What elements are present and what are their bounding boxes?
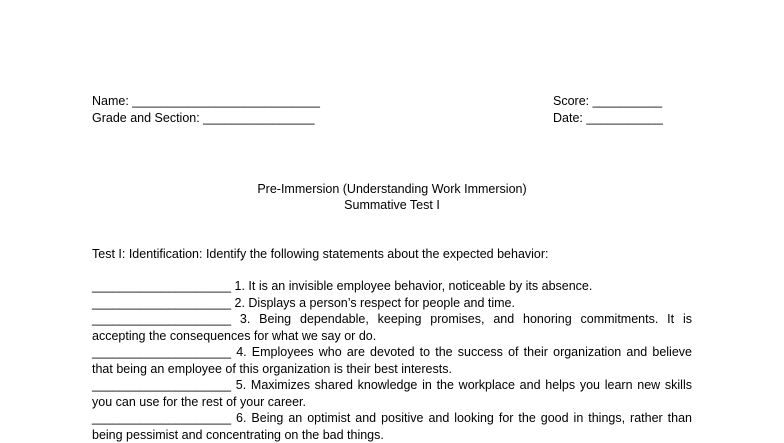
test-instructions: Test I: Identification: Identify the following statements about the expected behavior: xyxy=(92,247,549,261)
question-list xyxy=(92,278,692,443)
date-field: Date: ___________ xyxy=(553,111,663,125)
grade-section-field: Grade and Section: ________________ xyxy=(92,111,315,125)
document-title: Pre-Immersion (Understanding Work Immersion) xyxy=(257,182,527,196)
question-item-3: ____________________ 3. Being dependable, keeping promises, and honoring commitments. It is accepting the consequences for what we say or do. xyxy=(92,312,692,343)
question-item-6: ____________________ 6. Being an optimist and positive and looking for the good in things, rather than being pessimist and concentrating on the bad things. xyxy=(92,411,692,442)
document-subtitle: Summative Test I xyxy=(344,198,440,212)
question-item-4: ____________________ 4. Employees who are devoted to the success of their organization and believe that being an employee of this organization is their best interests. xyxy=(92,345,692,376)
question-item-1: ____________________ 1. It is an invisible employee behavior, noticeable by its absence. xyxy=(92,279,593,293)
name-field: Name: ___________________________ xyxy=(92,94,320,108)
question-item-5: ____________________ 5. Maximizes shared knowledge in the workplace and helps you learn new skills you can use for the rest of your career. xyxy=(92,378,692,409)
question-item-2: ____________________ 2. Displays a person’s respect for people and time. xyxy=(92,295,515,310)
score-field: Score: __________ xyxy=(553,94,663,108)
